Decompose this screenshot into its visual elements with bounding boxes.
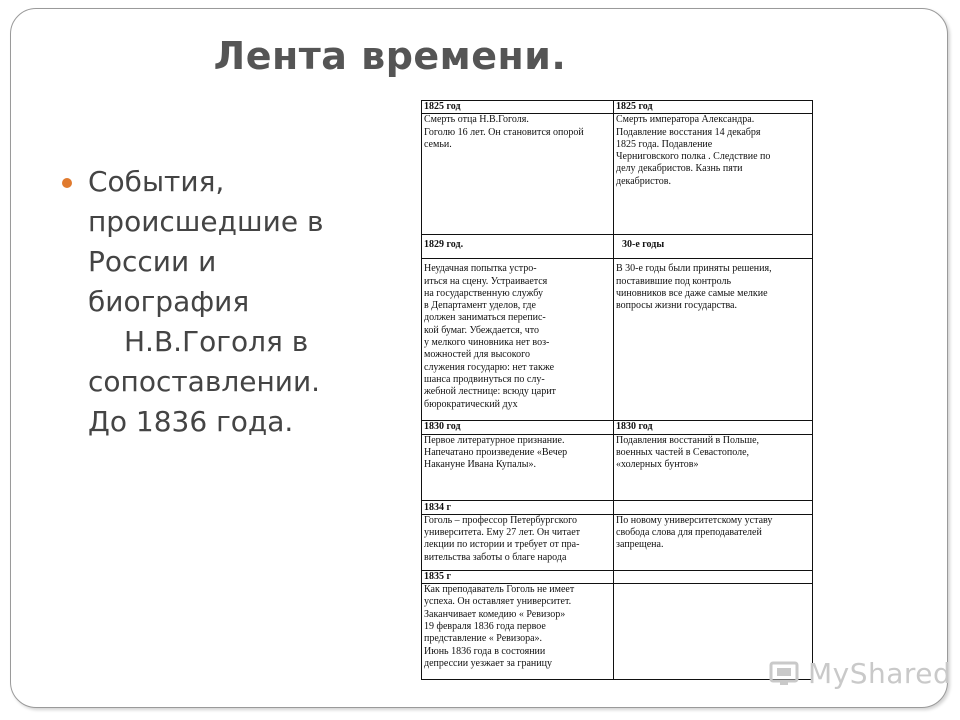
table-row (422, 114, 813, 235)
table-row-header (422, 235, 813, 259)
bullet-line: События, (88, 165, 225, 198)
gogol-event-cell: Гоголь – профессор Петербургского университета. Ему 27 лет. Он читает лекции по истории и требует от пра- вительства заботы о благе народа (422, 514, 614, 570)
russia-event-cell: В 30-е годы были приняты решения, поставившие под контроль чиновников все даже самые мелкие вопросы жизни государства. (614, 259, 813, 421)
table-row (422, 434, 813, 500)
table-row (422, 584, 813, 680)
year-cell-right (614, 570, 813, 583)
bullet-line: биография (88, 285, 250, 318)
table-row-header (422, 500, 813, 514)
bullet-line: сопоставлении. (88, 365, 321, 398)
bullet-icon (62, 178, 72, 188)
year-cell-left: 1835 г (422, 570, 614, 583)
year-cell-left: 1829 год. (422, 235, 614, 259)
russia-event-cell: Смерть императора Александра. Подавление восстания 14 декабря 1825 года. Подавление Черниговского полка . Следствие по делу декабристов. Казнь пяти декабристов. (614, 114, 813, 235)
table-row-header (422, 421, 813, 434)
bullet-line: России и (88, 245, 217, 278)
year-cell-right (614, 500, 813, 514)
table-row-header (422, 570, 813, 583)
table-row (422, 514, 813, 570)
watermark-text: MyShared (808, 656, 952, 690)
gogol-event-cell: Как преподаватель Гоголь не имеет успеха. Он оставляет университет. Заканчивает комедию « Ревизор» 19 февраля 1836 года первое представление « Ревизора». Июнь 1836 года в состоянии депрессии уезжает за границу (422, 584, 614, 680)
year-cell-right: 1830 год (614, 421, 813, 434)
bullet-line: До 1836 года. (88, 405, 294, 438)
gogol-event-cell: Смерть отца Н.В.Гоголя. Гоголю 16 лет. Он становится опорой семьи. (422, 114, 614, 235)
bullet-line: Н.В.Гоголя в (124, 325, 309, 358)
watermark (768, 656, 951, 690)
table-row (422, 259, 813, 421)
russia-event-cell: По новому университетскому уставу свобода слова для преподавателей запрещена. (614, 514, 813, 570)
gogol-event-cell: Неудачная попытка устро- иться на сцену. Устраивается на государственную службу в Департамент уделов, где должен заниматься перепис- кой бумаг. Убеждается, что у мелкого чиновника нет воз- можностей для высокого служения государю: нет также шанса продвинуться по слу- жебной лестнице: всюду царит бюрократический дух (422, 259, 614, 421)
russia-event-cell: Подавления восстаний в Польше, военных частей в Севастополе, «холерных бунтов» (614, 434, 813, 500)
year-cell-left: 1825 год (422, 101, 614, 114)
table-row-header (422, 101, 813, 114)
year-cell-right: 1825 год (614, 101, 813, 114)
year-cell-right: 30-е годы (614, 235, 813, 259)
gogol-event-cell: Первое литературное признание. Напечатано произведение «Вечер Накануне Ивана Купалы». (422, 434, 614, 500)
bullet-text (88, 162, 388, 442)
year-cell-left: 1830 год (422, 421, 614, 434)
slide-title: Лента времени. (213, 34, 567, 78)
myshared-logo-icon (768, 659, 802, 687)
year-cell-left: 1834 г (422, 500, 614, 514)
timeline-table (421, 100, 813, 680)
bullet-line: происшедшие в (88, 205, 324, 238)
